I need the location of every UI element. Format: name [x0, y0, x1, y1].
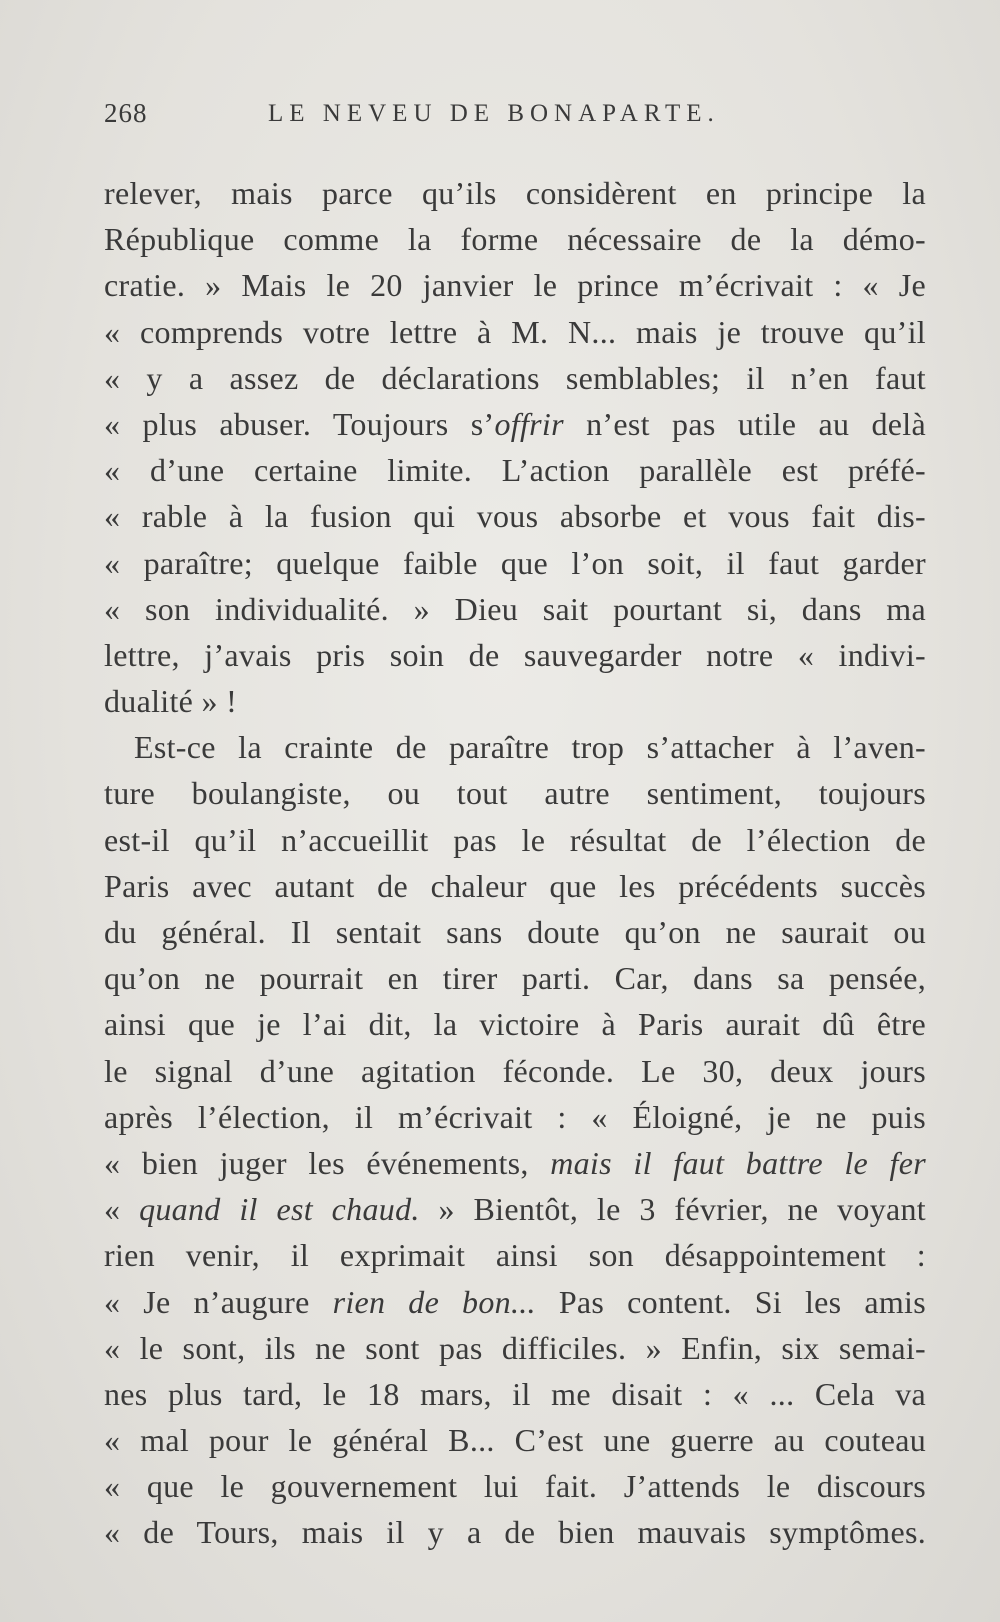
line-text: Pas content. Si les amis	[535, 1283, 926, 1320]
line-text: nes plus tard, le 18 mars, il me disait : « ... Cela va	[104, 1375, 926, 1412]
line-text: n’est pas utile au delà	[563, 405, 926, 442]
text-line	[104, 586, 926, 632]
italic-text: quand il est chaud.	[139, 1191, 420, 1228]
text-line	[104, 1001, 926, 1047]
line-text: « d’une certaine limite. L’action parallèle est préfé-	[104, 452, 926, 489]
line-text: relever, mais parce qu’ils considèrent en principe la	[104, 175, 926, 211]
text-line	[104, 1094, 926, 1140]
line-text: « y a assez de déclarations semblables; il n’en faut	[104, 359, 926, 396]
text-line	[104, 955, 926, 1001]
line-text: « bien juger les événements,	[104, 1144, 551, 1181]
line-text: » Bientôt, le 3 février, ne voyant	[419, 1191, 926, 1228]
line-text: le signal d’une agitation féconde. Le 30, deux jours	[104, 1052, 926, 1089]
line-text: « paraître; quelque faible que l’on soit, il faut garder	[104, 544, 926, 581]
line-text: « mal pour le général B... C’est une guerre au couteau	[104, 1422, 926, 1459]
text-line	[104, 909, 926, 955]
line-text: qu’on ne pourrait en tirer parti. Car, dans sa pensée,	[104, 960, 926, 997]
text-line	[104, 770, 926, 816]
line-text: « de Tours, mais il y a de bien mauvais symptômes.	[104, 1514, 926, 1551]
italic-text: mais il faut battre le fer	[550, 1144, 926, 1181]
text-line	[104, 401, 926, 447]
line-text: «	[104, 1191, 140, 1228]
text-line	[104, 863, 926, 909]
text-line	[104, 447, 926, 493]
line-text: Est-ce la crainte de paraître trop s’attacher à l’aven-	[134, 729, 926, 766]
page-number: 268	[104, 98, 148, 128]
text-line	[104, 1232, 926, 1278]
line-text: « le sont, ils ne sont pas difficiles. » Enfin, six semai-	[104, 1329, 926, 1366]
text-line	[104, 1048, 926, 1094]
text-line	[104, 1186, 926, 1232]
line-text: est-il qu’il n’accueillit pas le résultat de l’élection de	[104, 821, 926, 858]
line-text: « que le gouvernement lui fait. J’attends le discours	[104, 1468, 926, 1505]
line-text: « Je n’augure	[104, 1283, 333, 1320]
line-text: République comme la forme nécessaire de la démo-	[104, 221, 926, 258]
text-line	[104, 216, 926, 262]
text-line	[104, 262, 926, 308]
text-line	[104, 1325, 926, 1371]
line-text: dualité » !	[104, 683, 238, 720]
text-line	[104, 170, 926, 216]
text-line	[104, 817, 926, 863]
text-line	[104, 1140, 926, 1186]
line-text: « son individualité. » Dieu sait pourtant si, dans ma	[104, 590, 926, 627]
line-text: « rable à la fusion qui vous absorbe et vous fait dis-	[104, 498, 926, 535]
line-text: « comprends votre lettre à M. N... mais je trouve qu’il	[104, 313, 926, 350]
line-text: cratie. » Mais le 20 janvier le prince m’écrivait : « Je	[104, 267, 926, 304]
text-line	[104, 632, 926, 678]
text-line	[104, 309, 926, 355]
text-line	[104, 1417, 926, 1463]
text-line	[104, 724, 926, 770]
text-line	[104, 1279, 926, 1325]
text-line	[104, 1509, 926, 1555]
line-text: Paris avec autant de chaleur que les précédents succès	[104, 867, 926, 904]
line-text: après l’élection, il m’écrivait : « Éloigné, je ne puis	[104, 1098, 926, 1135]
text-line	[104, 678, 926, 724]
running-title: LE NEVEU DE BONAPARTE.	[268, 100, 720, 127]
text-line	[104, 355, 926, 401]
line-text: ainsi que je l’ai dit, la victoire à Paris aurait dû être	[104, 1006, 926, 1043]
line-text: « plus abuser. Toujours s’	[104, 405, 495, 442]
italic-text: offrir	[494, 405, 564, 442]
page-header	[104, 98, 924, 138]
line-text: du général. Il sentait sans doute qu’on ne saurait ou	[104, 914, 926, 950]
line-text: lettre, j’avais pris soin de sauvegarder notre « indivi-	[104, 636, 926, 673]
text-line	[104, 1371, 926, 1417]
text-line	[104, 1463, 926, 1509]
italic-text: rien de bon...	[332, 1283, 536, 1320]
text-line	[104, 493, 926, 539]
text-line	[104, 540, 926, 586]
line-text: rien venir, il exprimait ainsi son désappointement :	[104, 1237, 926, 1274]
body-text	[104, 170, 926, 1556]
line-text: ture boulangiste, ou tout autre sentiment, toujours	[104, 775, 926, 812]
